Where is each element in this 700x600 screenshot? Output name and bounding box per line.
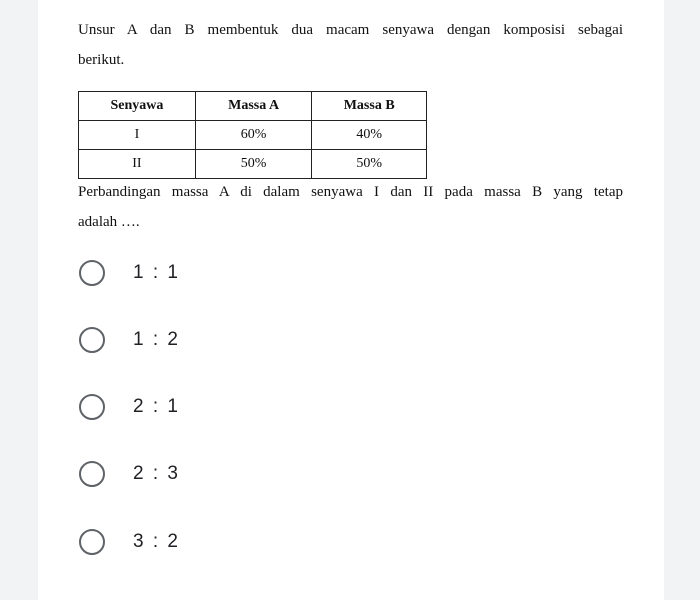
composition-table (78, 91, 427, 179)
radio-button-icon[interactable] (79, 260, 105, 286)
answer-option-label: 2 : 1 (133, 396, 180, 417)
table-header-row (79, 92, 427, 121)
table-cell: II (79, 150, 196, 179)
question-text-line-1: Unsur A dan B membentuk dua macam senyawa dengan komposisi sebagai (78, 22, 623, 38)
table-cell: 50% (195, 150, 312, 179)
question-text-line-4: adalah …. (78, 214, 140, 230)
answer-option-2[interactable] (79, 322, 180, 358)
table-row (79, 150, 427, 179)
table-cell: 50% (312, 150, 427, 179)
answer-option-label: 1 : 2 (133, 329, 180, 350)
question-card (38, 0, 664, 600)
answer-option-1[interactable] (79, 255, 180, 291)
answer-option-4[interactable] (79, 456, 180, 492)
table-cell: 40% (312, 121, 427, 150)
answer-option-label: 1 : 1 (133, 262, 180, 283)
table-header-cell: Massa A (195, 92, 312, 121)
radio-button-icon[interactable] (79, 461, 105, 487)
radio-button-icon[interactable] (79, 529, 105, 555)
answer-option-label: 2 : 3 (133, 463, 180, 484)
answer-option-label: 3 : 2 (133, 531, 180, 552)
table-row (79, 121, 427, 150)
answer-option-3[interactable] (79, 389, 180, 425)
question-text-line-2: berikut. (78, 52, 125, 68)
answer-option-5[interactable] (79, 524, 180, 560)
table-header-cell: Senyawa (79, 92, 196, 121)
table-header-cell: Massa B (312, 92, 427, 121)
radio-button-icon[interactable] (79, 394, 105, 420)
question-text-line-3: Perbandingan massa A di dalam senyawa I dan II pada massa B yang tetap (78, 184, 623, 200)
radio-button-icon[interactable] (79, 327, 105, 353)
table-cell: I (79, 121, 196, 150)
table-cell: 60% (195, 121, 312, 150)
